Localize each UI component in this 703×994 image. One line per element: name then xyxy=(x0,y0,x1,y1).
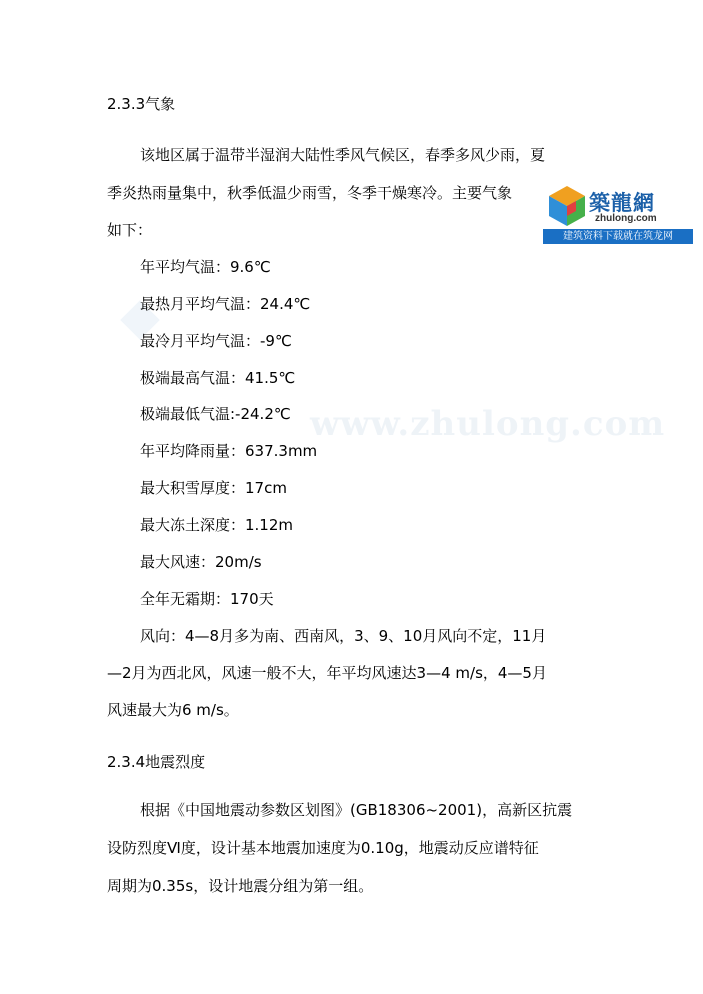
paragraph-line: 季炎热雨量集中，秋季低温少雨雪，冬季干燥寒冷。主要气象 xyxy=(107,184,513,202)
logo-cube-icon xyxy=(545,184,589,228)
climate-item: 极端最高气温：41.5℃ xyxy=(140,369,296,387)
logo-slogan: 建筑资料下载就在筑龙网 xyxy=(543,229,693,244)
watermark-text: www.zhulong.com xyxy=(310,404,666,444)
climate-item: 最大风速：20m/s xyxy=(140,553,262,571)
climate-item: 年平均降雨量：637.3mm xyxy=(140,442,318,460)
paragraph-line: 周期为0.35s，设计地震分组为第一组。 xyxy=(107,877,374,895)
wind-line: 风向：4—8月多为南、西南风，3、9、10月风向不定，11月 xyxy=(140,627,547,645)
climate-item: 最冷月平均气温：-9℃ xyxy=(140,332,292,350)
logo-name-cn: 築龍網 xyxy=(589,190,655,215)
climate-item: 全年无霜期：170天 xyxy=(140,590,274,608)
climate-item: 极端最低气温:-24.2℃ xyxy=(140,405,291,423)
climate-item: 最大积雪厚度：17cm xyxy=(140,479,287,497)
climate-item: 年平均气温：9.6℃ xyxy=(140,258,271,276)
climate-item: 最大冻土深度：1.12m xyxy=(140,516,294,534)
paragraph-line: 如下： xyxy=(107,221,153,239)
section-heading-seismic: 2.3.4地震烈度 xyxy=(107,753,206,771)
paragraph-line: 根据《中国地震动参数区划图》(GB18306~2001)，高新区抗震 xyxy=(140,801,573,819)
wind-line: 风速最大为6 m/s。 xyxy=(107,701,239,719)
paragraph-line: 设防烈度Ⅵ度，设计基本地震加速度为0.10g，地震动反应谱特征 xyxy=(107,839,539,857)
zhulong-logo[interactable] xyxy=(543,183,693,245)
climate-item: 最热月平均气温：24.4℃ xyxy=(140,295,311,313)
paragraph-line: 该地区属于温带半湿润大陆性季风气候区，春季多风少雨，夏 xyxy=(140,146,546,164)
logo-domain: zhulong.com xyxy=(595,213,657,224)
wind-line: —2月为西北风，风速一般不大，年平均风速达3—4 m/s，4—5月 xyxy=(107,664,547,682)
logo-header xyxy=(543,183,693,229)
section-heading-weather: 2.3.3气象 xyxy=(107,95,176,113)
